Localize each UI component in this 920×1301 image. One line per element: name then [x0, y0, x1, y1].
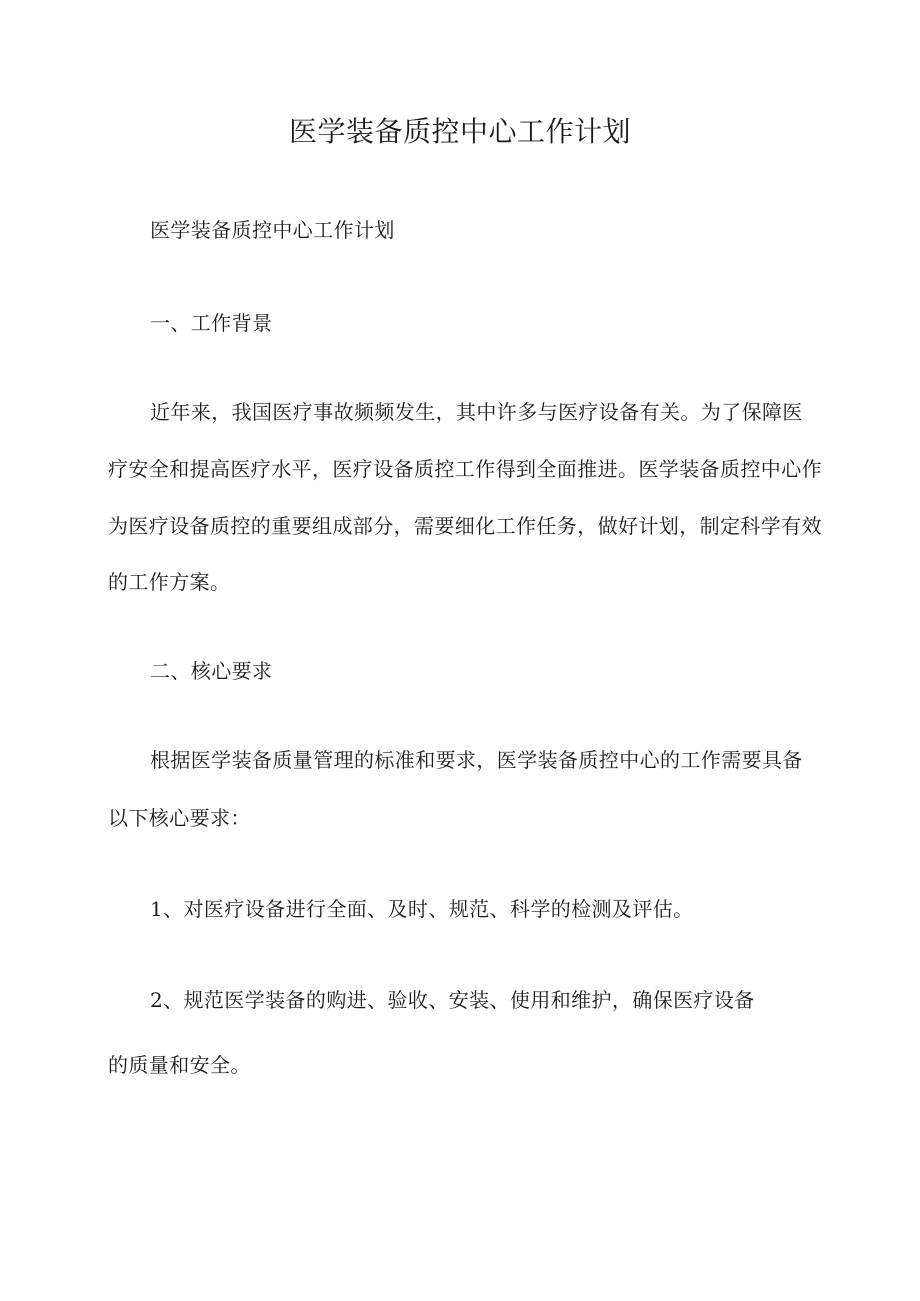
- list-item: 2、规范医学装备的购进、验收、安装、使用和维护，确保医疗设备: [150, 988, 755, 1012]
- section-heading-background: 一、工作背景: [150, 311, 273, 335]
- paragraph-line: 近年来，我国医疗事故频频发生，其中许多与医疗设备有关。为了保障医: [150, 400, 803, 424]
- paragraph-line: 的工作方案。: [108, 570, 231, 594]
- section-heading-requirements: 二、核心要求: [150, 659, 273, 683]
- paragraph-line: 疗安全和提高医疗水平，医疗设备质控工作得到全面推进。医学装备质控中心作: [108, 457, 822, 481]
- paragraph-line: 以下核心要求：: [108, 806, 251, 830]
- document-title: 医学装备质控中心工作计划: [288, 115, 631, 148]
- paragraph-line: 为医疗设备质控的重要组成部分，需要细化工作任务，做好计划，制定科学有效: [108, 514, 822, 538]
- document-subtitle: 医学装备质控中心工作计划: [150, 218, 395, 242]
- list-item-continuation: 的质量和安全。: [108, 1053, 251, 1077]
- paragraph-line: 根据医学装备质量管理的标准和要求，医学装备质控中心的工作需要具备: [150, 748, 803, 772]
- list-item: 1、对医疗设备进行全面、及时、规范、科学的检测及评估。: [150, 897, 694, 921]
